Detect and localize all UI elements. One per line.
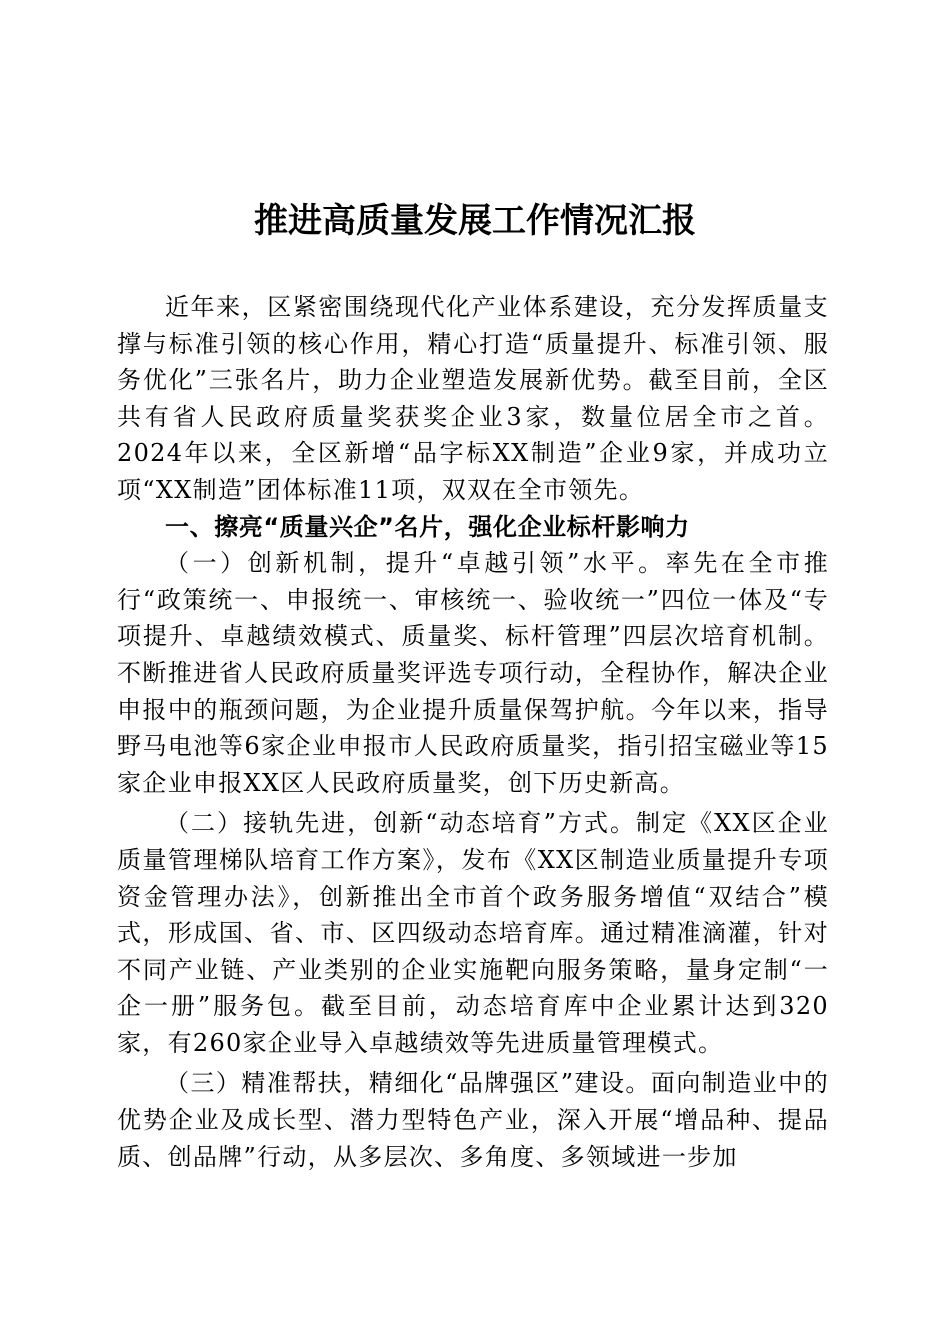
intro-paragraph: 近年来，区紧密围绕现代化产业体系建设，充分发挥质量支撑与标准引领的核心作用，精心打造“质量提升、标准引领、服务优化”三张名片，助力企业塑造发展新优势。截至目前，全区共有省人民政府质量奖获奖企业3家，数量位居全市之首。2024年以来，全区新增“品字标XX制造”企业9家，并成功立项“XX制造”团体标准11项，双双在全市领先。 [117, 293, 829, 504]
document-title: 推进高质量发展工作情况汇报 [254, 201, 696, 241]
subsection-paragraph-3: （三）精准帮扶，精细化“品牌强区”建设。面向制造业中的优势企业及成长型、潜力型特色产业，深入开展“增品种、提品质、创品牌”行动，从多层次、多角度、多领域进一步加 [117, 1069, 829, 1171]
subsection-paragraph-2: （二）接轨先进，创新“动态培育”方式。制定《XX区企业质量管理梯队培育工作方案》，发布《XX区制造业质量提升专项资金管理办法》，创新推出全市首个政务服务增值“双结合”模式，形成国、省、市、区四级动态培育库。通过精准滴灌，针对不同产业链、产业类别的企业实施靶向服务策略，量身定制“一企一册”服务包。截至目前，动态培育库中企业累计达到320家，有260家企业导入卓越绩效等先进质量管理模式。 [117, 809, 829, 1057]
section-heading-1: 一、擦亮“质量兴企”名片，强化企业标杆影响力 [165, 512, 690, 541]
subsection-paragraph-1: （一）创新机制，提升“卓越引领”水平。率先在全市推行“政策统一、申报统一、审核统一、验收统一”四位一体及“专项提升、卓越绩效模式、质量奖、标杆管理”四层次培育机制。不断推进省人民政府质量奖评选专项行动，全程协作，解决企业申报中的瓶颈问题，为企业提升质量保驾护航。今年以来，指导野马电池等6家企业申报市人民政府质量奖，指引招宝磁业等15家企业申报XX区人民政府质量奖，创下历史新高。 [117, 549, 829, 797]
document-body [117, 289, 829, 1175]
